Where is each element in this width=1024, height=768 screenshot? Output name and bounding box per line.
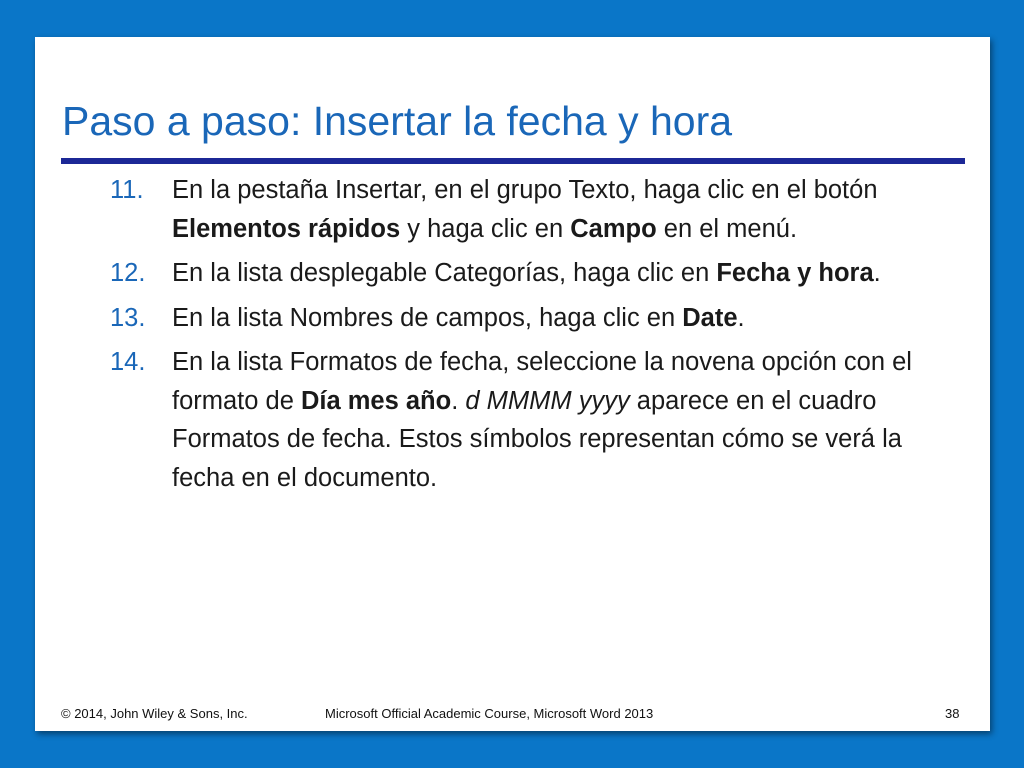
step-item [110,299,930,338]
step-number: 13. [110,303,146,332]
step-text [172,299,930,338]
step-text-run: en el menú. [656,214,798,243]
step-list [110,171,930,503]
step-item [110,254,930,293]
step-text-run: aparece en el cuadro Formatos de fecha. Estos símbolos representan cómo se verá la fecha en el documento. [172,386,902,492]
bold-term: Elementos rápidos [172,214,401,243]
bold-term: Date [682,303,738,332]
step-number: 11. [110,176,144,204]
step-item [110,171,930,248]
step-text-run: En la lista Nombres de campos, haga clic en [172,303,683,332]
italic-term: d MMMM yyyy [465,386,630,415]
step-number: 14. [110,348,146,376]
step-text [172,171,930,248]
step-text [172,254,930,293]
step-text-run: y haga clic en [400,214,571,243]
step-text-run: . [737,303,745,332]
bold-term: Fecha y hora [716,259,874,287]
step-number: 12. [110,259,146,287]
title-underline [61,158,965,164]
step-text-run: En la pestaña Insertar, en el grupo Texto, haga clic en el botón [172,176,878,204]
step-text-run: . [873,259,881,287]
bold-term: Día mes año [300,386,452,415]
step-text-run: . [451,386,466,415]
step-text-run: En la lista desplegable Categorías, haga clic en [172,259,717,287]
step-text [172,343,930,497]
slide [35,37,990,731]
footer-copyright: © 2014, John Wiley & Sons, Inc. [61,706,248,721]
bold-term: Campo [570,214,657,243]
step-item [110,343,930,497]
step-text-run: En la lista Formatos de fecha, seleccione la novena opción con el formato de [172,348,912,415]
page-number: 38 [945,706,960,721]
footer-course: Microsoft Official Academic Course, Microsoft Word 2013 [325,706,654,721]
slide-title: Paso a paso: Insertar la fecha y hora [62,98,733,144]
